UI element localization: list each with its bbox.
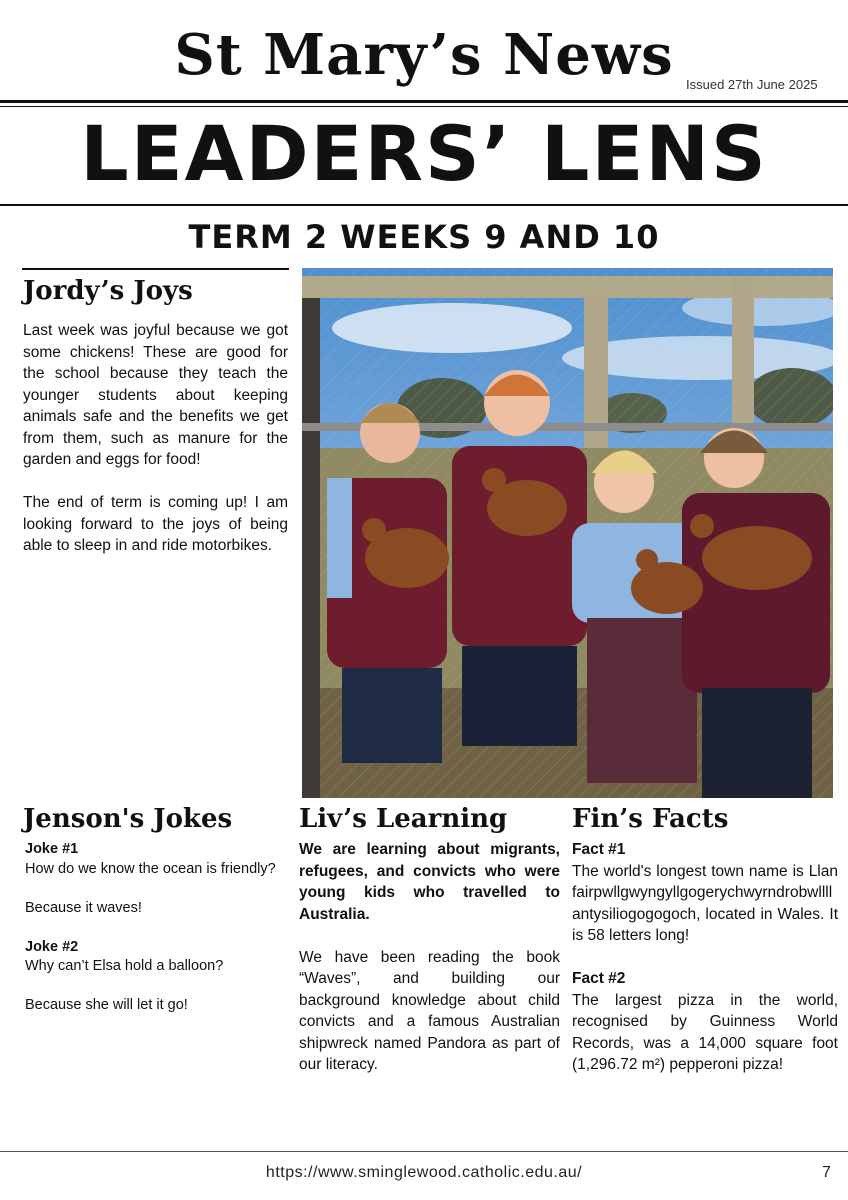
jordy-heading: Jordy’s Joys (23, 276, 193, 306)
header-rule-top-thin (0, 106, 848, 107)
header-rule-top (0, 100, 848, 103)
joke-1-question: How do we know the ocean is friendly? (25, 860, 276, 877)
page-title: LEADERS’ LENS (80, 109, 768, 198)
liv-body (299, 839, 560, 1076)
masthead: St Mary’s News (174, 22, 674, 88)
fact-1-text: The world's longest town name is Llanfairpwllgwyngyllgogerychwyrndrobwllllantysiliogogogoch, located in Wales. It is 58 letters long! (572, 862, 838, 944)
jordy-body (23, 320, 288, 557)
jordy-paragraph-2: The end of term is coming up! I am looking forward to the joys of being able to sleep in and ride motorbikes. (23, 494, 288, 554)
chickens-photo-illustration (302, 268, 833, 798)
jenson-body (25, 840, 287, 1016)
footer-url-link[interactable]: https://www.sminglewood.catholic.edu.au/ (265, 1164, 583, 1181)
page-number: 7 (822, 1164, 831, 1181)
liv-heading: Liv’s Learning (299, 804, 508, 834)
fact-1-label: Fact #1 (572, 841, 626, 858)
liv-intro: We are learning about migrants, refugees, and convicts who were young kids who travelled to Australia. (299, 841, 560, 923)
joke-2-question: Why can’t Elsa hold a balloon? (25, 958, 224, 974)
fact-2-text: The largest pizza in the world, recognised by Guinness World Records, was a 14,000 square foot (1,296.72 m²) pepperoni pizza! (572, 991, 838, 1073)
jordy-heading-rule (22, 268, 289, 270)
joke-2-answer: Because she will let it go! (25, 997, 188, 1013)
header-rule-bottom (0, 204, 848, 206)
footer-rule (0, 1151, 848, 1152)
fact-2-label: Fact #2 (572, 970, 626, 987)
page-subtitle: TERM 2 WEEKS 9 AND 10 (188, 218, 660, 256)
joke-1-answer: Because it waves! (25, 899, 142, 916)
joke-1-label: Joke #1 (25, 841, 79, 857)
fin-heading: Fin’s Facts (572, 804, 729, 834)
chickens-photo (302, 268, 833, 798)
jenson-heading: Jenson's Jokes (23, 804, 233, 834)
fin-body (572, 839, 838, 1076)
joke-2-label: Joke #2 (25, 938, 79, 955)
issue-date: Issued 27th June 2025 (686, 77, 818, 92)
jordy-paragraph-1: Last week was joyful because we got some chickens! These are good for the school because they teach the younger students about keeping animals safe and the benefits we get from them, such as manure for the garden and eggs for food! (23, 322, 288, 468)
liv-paragraph: We have been reading the book “Waves”, and building our background knowledge about child convicts and a famous Australian shipwreck named Pandora as part of our literacy. (299, 948, 560, 1073)
